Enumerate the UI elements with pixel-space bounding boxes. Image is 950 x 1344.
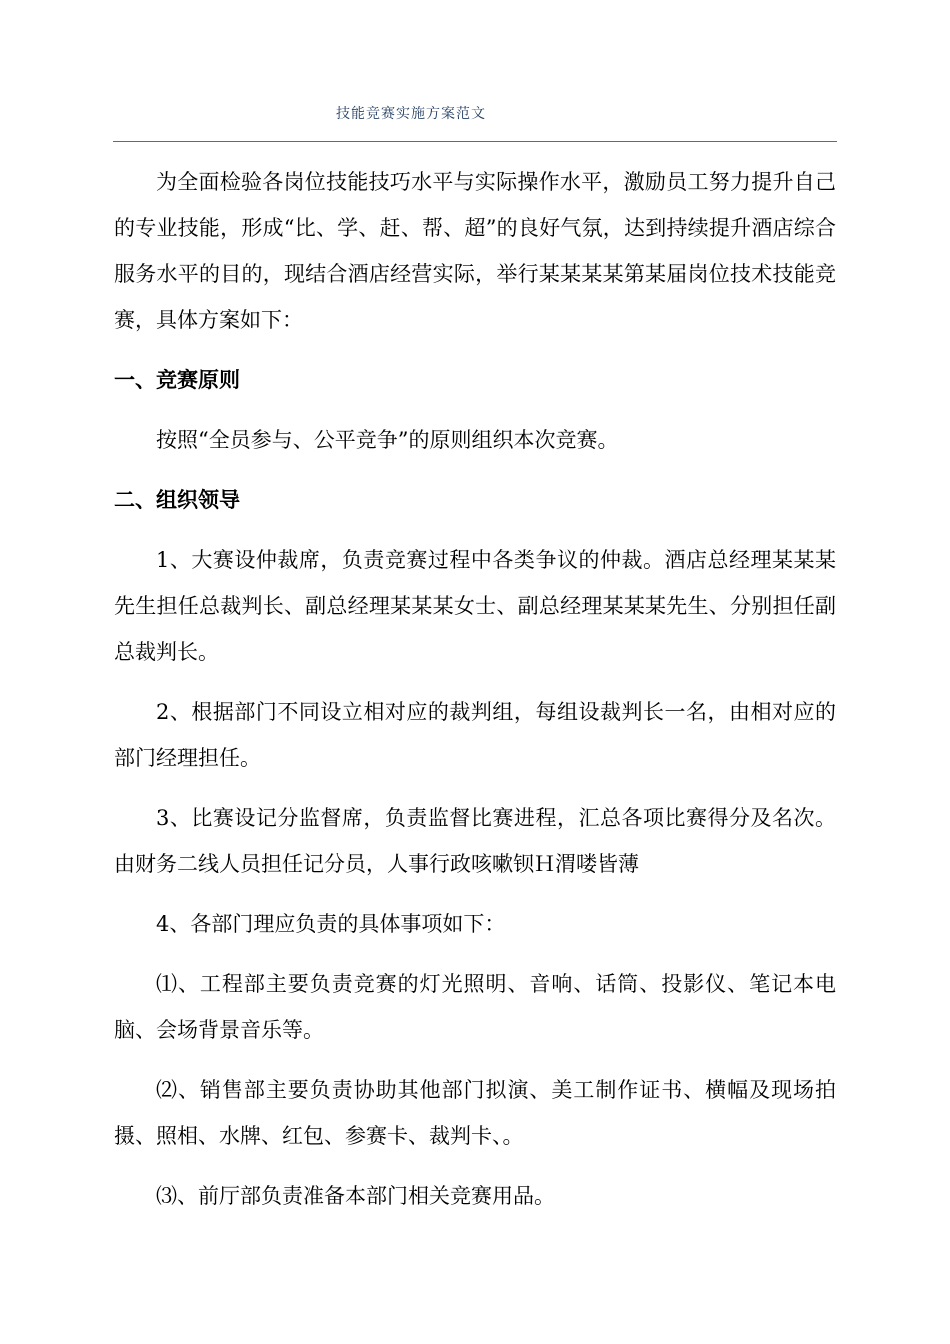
- organization-item-2: 2、根据部门不同设立相对应的裁判组，每组设裁判长一名，由相对应的部门经理担任。: [114, 700, 836, 770]
- document-body: [114, 159, 836, 1233]
- organization-item-1: 1、大赛设仲裁席，负责竞赛过程中各类争议的仲裁。酒店总经理某某某先生担任总裁判长、副总经理某某某女士、副总经理某某某先生、分别担任副总裁判长。: [114, 548, 836, 664]
- organization-item-3: 3、比赛设记分监督席，负责监督比赛进程，汇总各项比赛得分及名次。由财务二线人员担任记分员，人事行政咳嗽钡Ｈ渭喽皆薄: [114, 806, 836, 876]
- intro-paragraph: 为全面检验各岗位技能技巧水平与实际操作水平，激励员工努力提升自己的专业技能，形成“比、学、赶、帮、超”的良好气氛，达到持续提升酒店综合服务水平的目的，现结合酒店经营实际，举行某某某某第某届岗位技术技能竞赛，具体方案如下：: [114, 170, 836, 332]
- responsibility-item-engineering: ⑴、工程部主要负责竞赛的灯光照明、音响、话筒、投影仪、笔记本电脑、会场背景音乐等。: [114, 972, 836, 1042]
- organization-item-4: 4、各部门理应负责的具体事项如下：: [156, 912, 506, 936]
- principles-paragraph: 按照“全员参与、公平竞争”的原则组织本次竞赛。: [156, 428, 619, 452]
- header-divider: [113, 141, 837, 142]
- document-header-title: 技能竞赛实施方案范文: [336, 106, 486, 122]
- responsibility-item-front-office: ⑶、前厅部负责准备本部门相关竞赛用品。: [156, 1184, 555, 1208]
- section-heading-organization: 二、组织领导: [114, 488, 240, 512]
- responsibility-item-sales: ⑵、销售部主要负责协助其他部门拟演、美工制作证书、横幅及现场拍摄、照相、水牌、红包、参赛卡、裁判卡、。: [114, 1078, 836, 1148]
- section-heading-principles: 一、竞赛原则: [114, 368, 240, 392]
